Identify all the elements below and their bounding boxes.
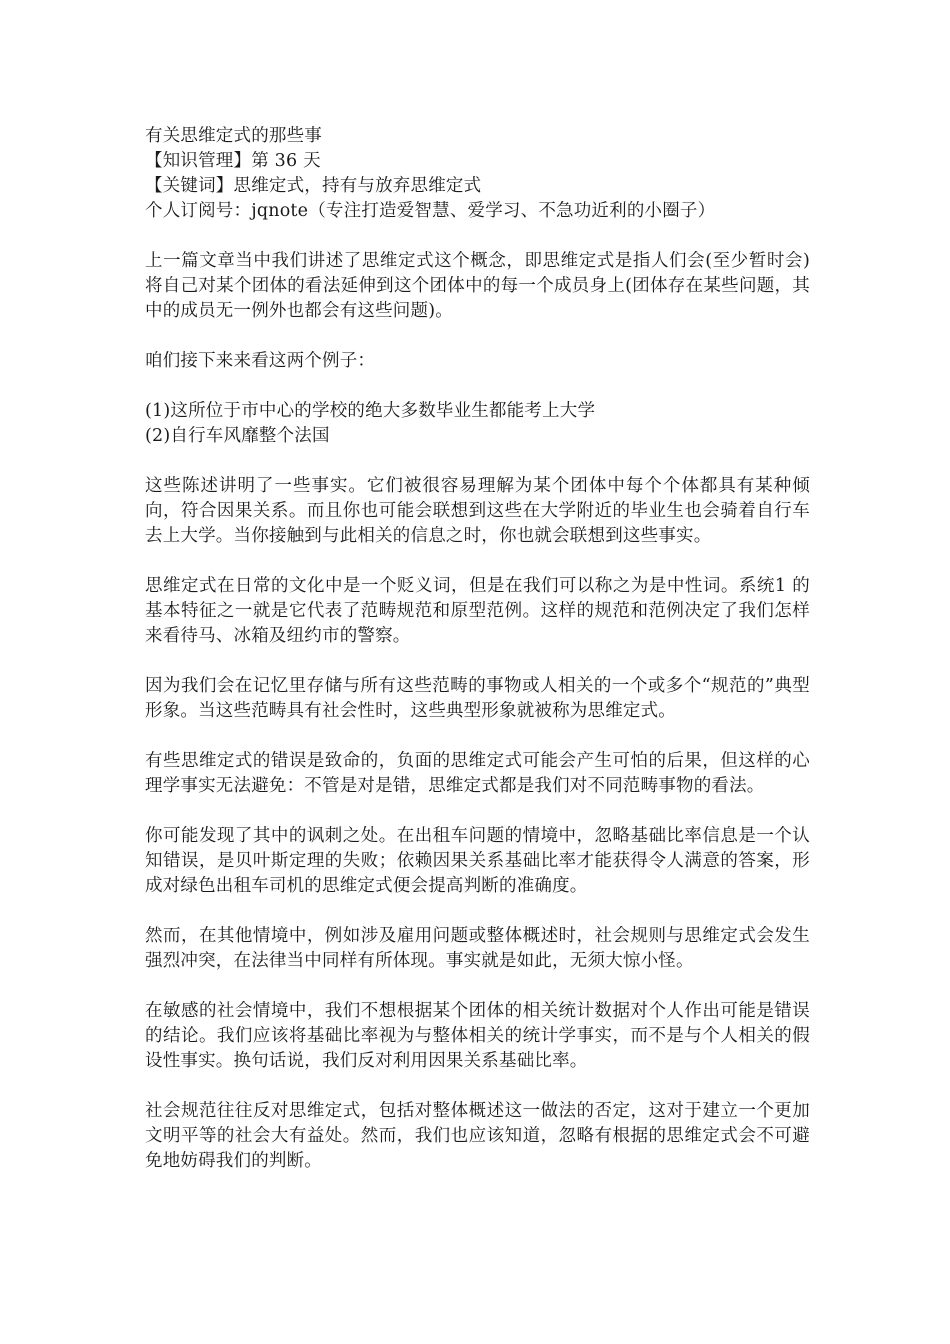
examples-list <box>145 399 810 449</box>
paragraph-conflict: 然而，在其他情境中，例如涉及雇用问题或整体概述时，社会规则与思维定式会发生强烈冲突，在法律当中同样有所体现。事实就是如此，无须大惊小怪。 <box>145 926 810 971</box>
paragraph-examples-lead: 咱们接下来来看这两个例子： <box>145 351 376 371</box>
series-label: 【知识管理】第 36 天 <box>145 151 321 171</box>
keywords-line: 【关键词】思维定式，持有与放弃思维定式 <box>145 176 482 196</box>
subscription-line: 个人订阅号：jqnote（专注打造爱智慧、爱学习、不急功近利的小圈子） <box>145 201 716 221</box>
paragraph-errors: 有些思维定式的错误是致命的，负面的思维定式可能会产生可怕的后果，但这样的心理学事实无法避免：不管是对是错，思维定式都是我们对不同范畴事物的看法。 <box>145 751 810 796</box>
paragraph-intro: 上一篇文章当中我们讲述了思维定式这个概念，即思维定式是指人们会(至少暂时会)将自己对某个团体的看法延伸到这个团体中的每一个成员身上(团体存在某些问题，其中的成员无一例外也都会有这些问题)。 <box>145 251 810 321</box>
paragraph-statements: 这些陈述讲明了一些事实。它们被很容易理解为某个团体中每个个体都具有某种倾向，符合因果关系。而且你也可能会联想到这些在大学附近的毕业生也会骑着自行车去上大学。当你接触到与此相关的信息之时，你也就会联想到这些事实。 <box>145 476 810 546</box>
paragraph-sensitive: 在敏感的社会情境中，我们不想根据某个团体的相关统计数据对个人作出可能是错误的结论。我们应该将基础比率视为与整体相关的统计学事实，而不是与个人相关的假设性事实。换句话说，我们反对利用因果关系基础比率。 <box>145 1001 810 1071</box>
paragraph-system1: 思维定式在日常的文化中是一个贬义词，但是在我们可以称之为是中性词。系统1 的基本特征之一就是它代表了范畴规范和原型范例。这样的规范和范例决定了我们怎样来看待马、冰箱及纽约市的警察。 <box>145 576 810 646</box>
article-title: 有关思维定式的那些事 <box>145 126 322 146</box>
paragraph-irony: 你可能发现了其中的讽刺之处。在出租车问题的情境中，忽略基础比率信息是一个认知错误，是贝叶斯定理的失败；依赖因果关系基础比率才能获得令人满意的答案，形成对绿色出租车司机的思维定式便会提高判断的准确度。 <box>145 826 810 896</box>
list-item: (2)自行车风靡整个法国 <box>145 426 330 446</box>
list-item: (1)这所位于市中心的学校的绝大多数毕业生都能考上大学 <box>145 401 596 421</box>
paragraph-conclusion: 社会规范往往反对思维定式，包括对整体概述这一做法的否定，这对于建立一个更加文明平等的社会大有益处。然而，我们也应该知道，忽略有根据的思维定式会不可避免地妨碍我们的判断。 <box>145 1101 810 1171</box>
document-page <box>145 124 810 1199</box>
paragraph-memory: 因为我们会在记忆里存储与所有这些范畴的事物或人相关的一个或多个“规范的”典型形象。当这些范畴具有社会性时，这些典型形象就被称为思维定式。 <box>145 676 810 721</box>
article-header <box>145 124 810 224</box>
